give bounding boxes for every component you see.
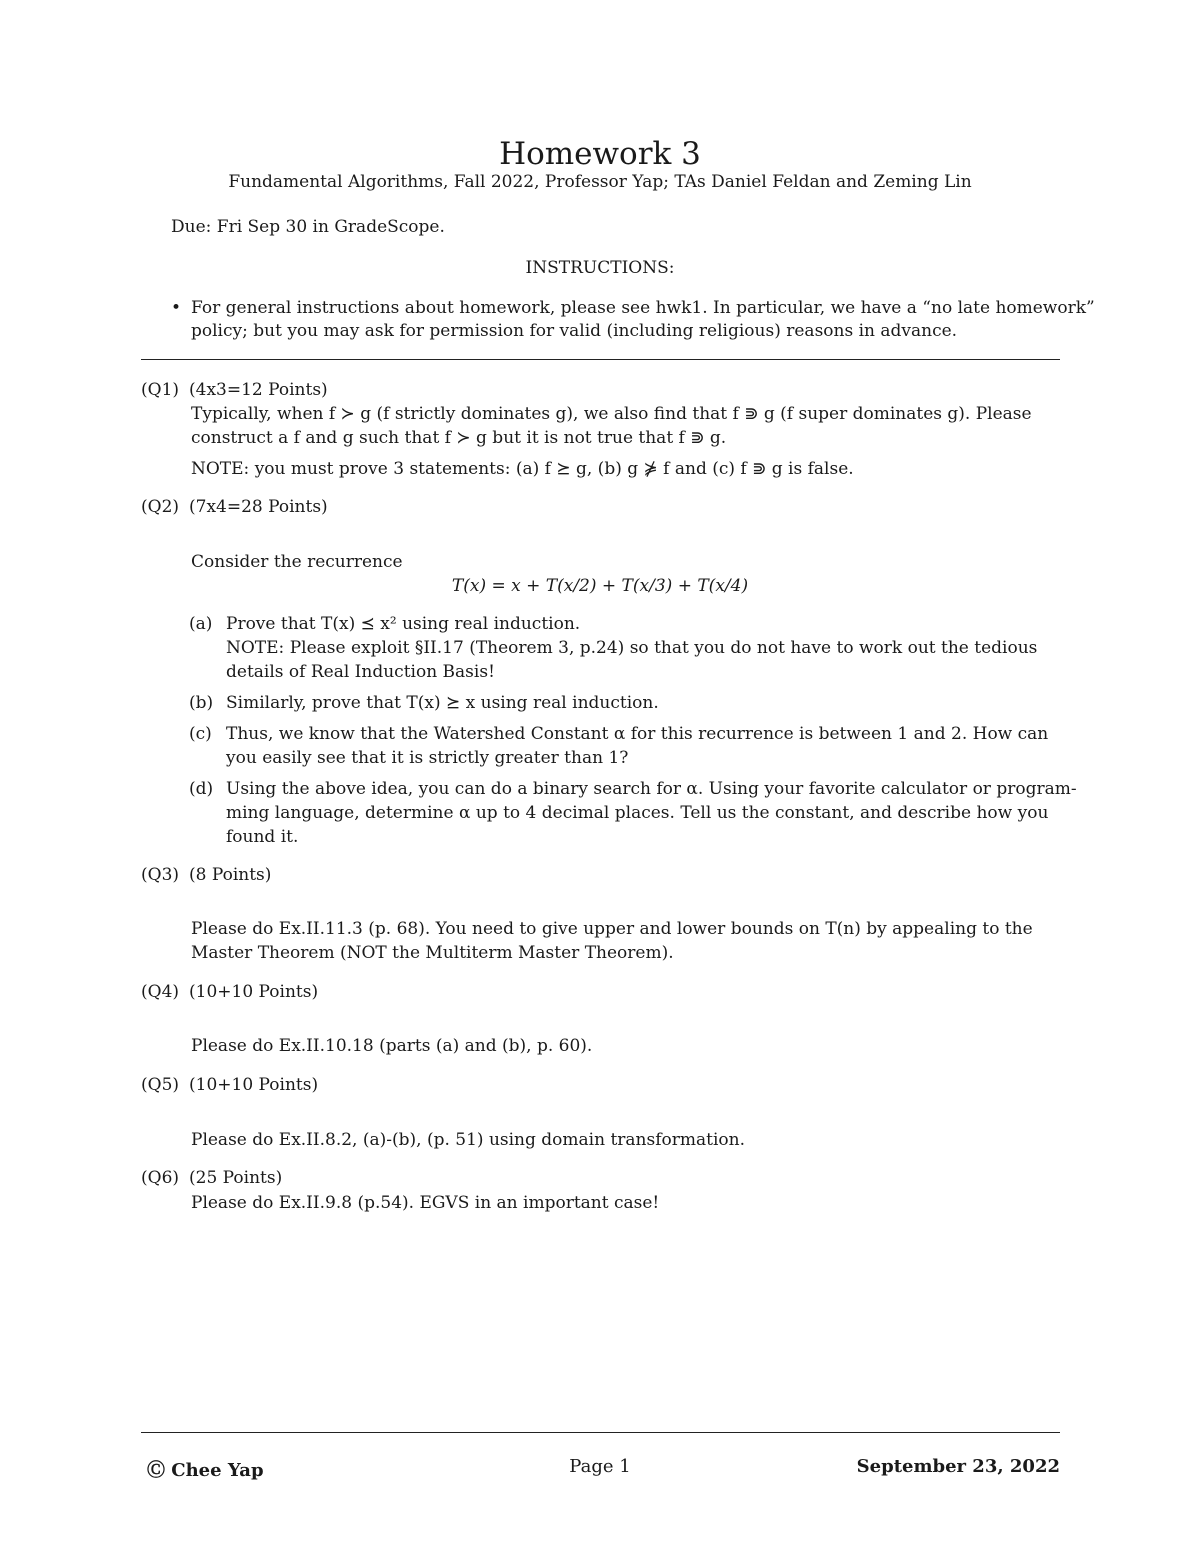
q4-text: Please do Ex.II.10.18 (parts (a) and (b), p. 60). xyxy=(191,1036,593,1056)
q6-number: (Q6) xyxy=(141,1168,180,1188)
q2-part-text: you easily see that it is strictly greater than 1? xyxy=(226,748,629,768)
q1-points: (4x3=12 Points) xyxy=(189,380,328,400)
q2-part-label: (a) xyxy=(189,614,213,634)
q2-part-text: Thus, we know that the Watershed Constant α for this recurrence is between 1 and 2. How can xyxy=(226,724,1049,744)
footer-date: September 23, 2022 xyxy=(856,1456,1060,1477)
q2-intro: Consider the recurrence xyxy=(191,552,403,572)
q3-points: (8 Points) xyxy=(189,865,272,885)
q3-text: Master Theorem (NOT the Multiterm Master Theorem). xyxy=(191,943,674,963)
q1-number: (Q1) xyxy=(141,380,180,400)
instructions-line: For general instructions about homework, please see hwk1. In particular, we have a “no late homework” xyxy=(191,298,1095,318)
q5-points: (10+10 Points) xyxy=(189,1075,319,1095)
q2-part-label: (b) xyxy=(189,693,214,713)
q1-note: NOTE: you must prove 3 statements: (a) f ⪰ g, (b) g ⋡ f and (c) f ⋑ g is false. xyxy=(191,459,854,479)
q2-number: (Q2) xyxy=(141,497,180,517)
q4-number: (Q4) xyxy=(141,982,180,1002)
q2-part-text: details of Real Induction Basis! xyxy=(226,662,495,682)
q6-points: (25 Points) xyxy=(189,1168,283,1188)
q2-part-text: NOTE: Please exploit §II.17 (Theorem 3, p.24) so that you do not have to work out the tedious xyxy=(226,638,1038,658)
footer-author: Ⓒ Chee Yap xyxy=(147,1460,264,1481)
q5-number: (Q5) xyxy=(141,1075,180,1095)
q2-points: (7x4=28 Points) xyxy=(189,497,328,517)
footer-divider xyxy=(141,1432,1060,1433)
q2-part-label: (d) xyxy=(189,779,214,799)
document-subtitle: Fundamental Algorithms, Fall 2022, Professor Yap; TAs Daniel Feldan and Zeming Lin xyxy=(228,172,972,192)
q3-number: (Q3) xyxy=(141,865,180,885)
q1-text: Typically, when f ≻ g (f strictly dominates g), we also find that f ⋑ g (f super dominates g). Please xyxy=(191,404,1032,424)
top-divider xyxy=(141,359,1060,360)
document-title: Homework 3 xyxy=(499,136,701,172)
q4-points: (10+10 Points) xyxy=(189,982,319,1002)
footer-page-number: Page 1 xyxy=(569,1456,631,1477)
q2-part-label: (c) xyxy=(189,724,212,744)
q2-part-text: Using the above idea, you can do a binary search for α. Using your favorite calculator or program- xyxy=(226,779,1077,799)
q2-part-text: Similarly, prove that T(x) ⪰ x using real induction. xyxy=(226,693,659,713)
q2-part-text: ming language, determine α up to 4 decimal places. Tell us the constant, and describe how you xyxy=(226,803,1049,823)
due-date: Due: Fri Sep 30 in GradeScope. xyxy=(171,217,445,237)
q3-text: Please do Ex.II.11.3 (p. 68). You need to give upper and lower bounds on T(n) by appealing to the xyxy=(191,919,1033,939)
bullet-icon: • xyxy=(171,298,182,318)
instructions-line: policy; but you may ask for permission for valid (including religious) reasons in advance. xyxy=(191,321,958,341)
q2-part-text: Prove that T(x) ⪯ x² using real induction. xyxy=(226,614,581,634)
q1-text: construct a f and g such that f ≻ g but it is not true that f ⋑ g. xyxy=(191,428,727,448)
q2-equation: T(x) = x + T(x/2) + T(x/3) + T(x/4) xyxy=(451,576,749,596)
q2-part-text: found it. xyxy=(226,827,299,847)
instructions-heading: INSTRUCTIONS: xyxy=(525,258,675,278)
q5-text: Please do Ex.II.8.2, (a)-(b), (p. 51) using domain transformation. xyxy=(191,1130,745,1150)
q6-text: Please do Ex.II.9.8 (p.54). EGVS in an important case! xyxy=(191,1193,660,1213)
